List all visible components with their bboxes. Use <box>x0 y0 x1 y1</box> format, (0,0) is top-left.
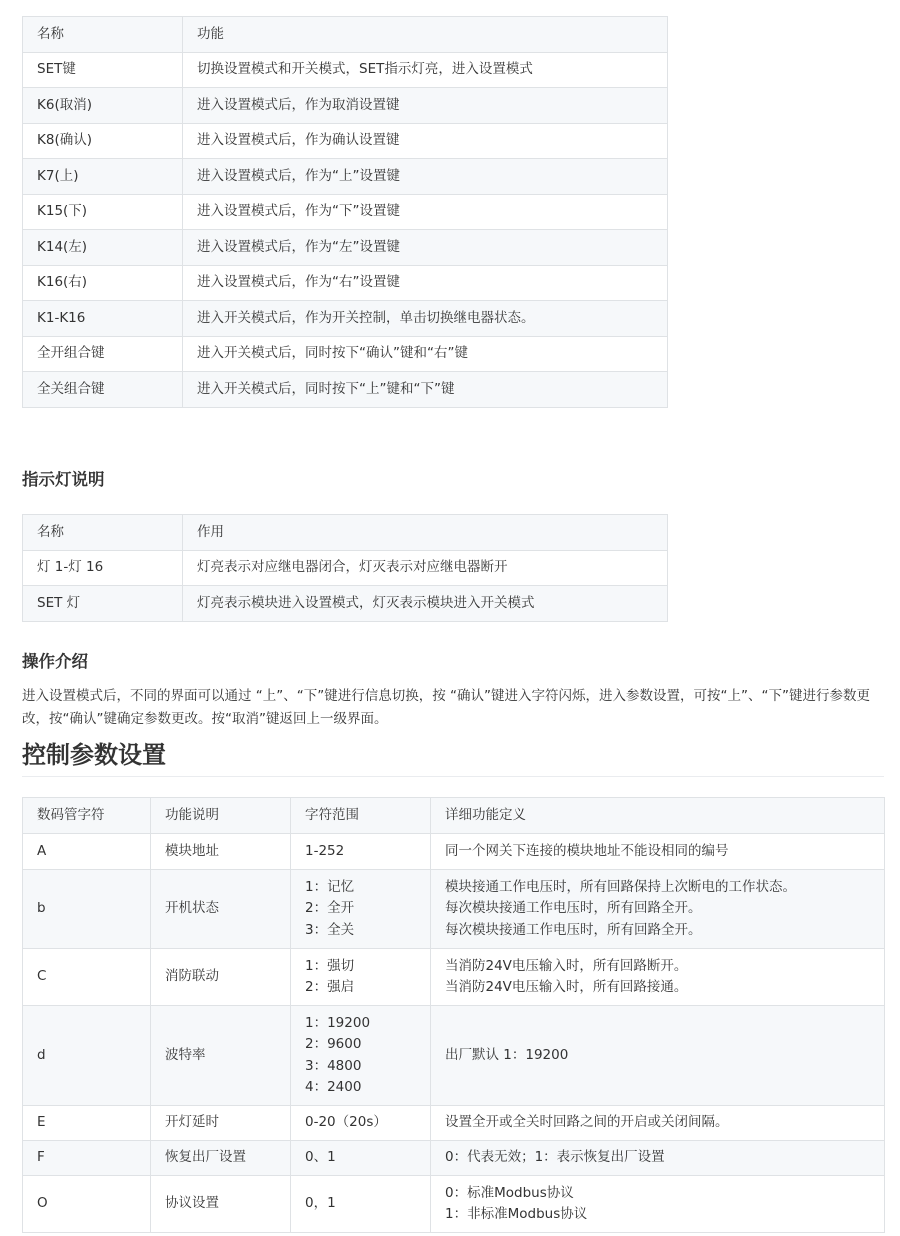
range-cell-line: 1-252 <box>305 842 345 859</box>
lights-table <box>22 514 668 622</box>
description-cell: 灯亮表示模块进入设置模式，灯灭表示模块进入开关模式 <box>183 586 668 622</box>
detail-cell-line: 每次模块接通工作电压时，所有回路全开。 <box>445 900 702 917</box>
table-row <box>23 372 668 408</box>
table-row <box>23 1141 885 1176</box>
range-cell-line: 0，1 <box>305 1195 336 1212</box>
detail-cell <box>431 870 885 949</box>
detail-cell-line: 同一个网关下连接的模块地址不能设相同的编号 <box>445 842 729 859</box>
name-cell: SET键 <box>23 52 183 88</box>
table-row <box>23 265 668 301</box>
table-row <box>23 123 668 159</box>
range-cell-line: 1：强切 <box>305 957 355 974</box>
detail-cell <box>431 1141 885 1176</box>
description-cell: 进入设置模式后，作为“左”设置键 <box>183 230 668 266</box>
range-cell-line: 0、1 <box>305 1149 336 1166</box>
detail-cell <box>431 834 885 870</box>
description-cell: 进入设置模式后，作为“右”设置键 <box>183 265 668 301</box>
description-cell: 进入开关模式后，作为开关控制，单击切换继电器状态。 <box>183 301 668 337</box>
range-cell-line: 3：全关 <box>305 921 355 938</box>
header-cell: 功能说明 <box>151 798 291 834</box>
params-table <box>22 797 885 1233</box>
table-row <box>23 1176 885 1233</box>
name-cell: 灯 1-灯 16 <box>23 550 183 586</box>
table-row <box>23 550 668 586</box>
table-row <box>23 870 885 949</box>
header-cell: 名称 <box>23 515 183 551</box>
description-cell: 灯亮表示对应继电器闭合，灯灭表示对应继电器断开 <box>183 550 668 586</box>
range-cell <box>291 1106 431 1141</box>
range-cell-line: 0-20（20s） <box>305 1114 387 1131</box>
code-cell: d <box>23 1006 151 1106</box>
function-cell: 波特率 <box>151 1006 291 1106</box>
name-cell: K15(下) <box>23 194 183 230</box>
range-cell-line: 2：9600 <box>305 1036 362 1052</box>
header-cell: 详细功能定义 <box>431 798 885 834</box>
description-cell: 进入设置模式后，作为确认设置键 <box>183 123 668 159</box>
name-cell: K8(确认) <box>23 123 183 159</box>
range-cell-line: 4：2400 <box>305 1079 362 1095</box>
name-cell: K16(右) <box>23 265 183 301</box>
function-cell: 开灯延时 <box>151 1106 291 1141</box>
table-header-row <box>23 515 668 551</box>
description-cell: 切换设置模式和开关模式，SET指示灯亮，进入设置模式 <box>183 52 668 88</box>
range-cell-line: 1：记忆 <box>305 878 355 895</box>
operation-text: 进入设置模式后，不同的界面可以通过 “上”、“下”键进行信息切换，按 “确认”键进入字符闪烁，进入参数设置，可按“上”、“下”键进行参数更改，按“确认”键确定参数更改。按“取消”键返回上一级界面。 <box>22 688 871 727</box>
range-cell <box>291 834 431 870</box>
detail-cell <box>431 1176 885 1233</box>
table-row <box>23 194 668 230</box>
detail-cell-line: 每次模块接通工作电压时，所有回路全开。 <box>445 921 702 938</box>
table-row <box>23 586 668 622</box>
detail-cell-line: 设置全开或全关时回路之间的开启或关闭间隔。 <box>445 1114 729 1131</box>
description-cell: 进入开关模式后，同时按下“上”键和“下”键 <box>183 372 668 408</box>
table-row <box>23 301 668 337</box>
detail-cell-line: 1：非标准Modbus协议 <box>445 1206 588 1222</box>
detail-cell-line: 模块接通工作电压时，所有回路保持上次断电的工作状态。 <box>445 878 796 895</box>
description-cell: 进入开关模式后，同时按下“确认”键和“右”键 <box>183 336 668 372</box>
detail-cell <box>431 949 885 1006</box>
code-cell: A <box>23 834 151 870</box>
name-cell: 全开组合键 <box>23 336 183 372</box>
detail-cell-line: 当消防24V电压输入时，所有回路接通。 <box>445 979 688 995</box>
code-cell: O <box>23 1176 151 1233</box>
code-cell: F <box>23 1141 151 1176</box>
table-header-row <box>23 798 885 834</box>
description-cell: 进入设置模式后，作为“下”设置键 <box>183 194 668 230</box>
params-heading: 控制参数设置 <box>22 738 884 777</box>
keys-table <box>22 16 668 408</box>
detail-cell <box>431 1006 885 1106</box>
table-row <box>23 336 668 372</box>
code-cell: b <box>23 870 151 949</box>
name-cell: K1-K16 <box>23 301 183 337</box>
function-cell: 协议设置 <box>151 1176 291 1233</box>
lights-heading: 指示灯说明 <box>22 470 105 489</box>
range-cell-line: 2：强启 <box>305 979 355 995</box>
name-cell: K7(上) <box>23 159 183 195</box>
range-cell <box>291 949 431 1006</box>
range-cell <box>291 870 431 949</box>
header-cell: 数码管字符 <box>23 798 151 834</box>
code-cell: C <box>23 949 151 1006</box>
header-cell: 名称 <box>23 17 183 53</box>
range-cell-line: 1：19200 <box>305 1014 371 1031</box>
detail-cell-line: 当消防24V电压输入时，所有回路断开。 <box>445 957 688 974</box>
name-cell: SET 灯 <box>23 586 183 622</box>
range-cell <box>291 1141 431 1176</box>
description-cell: 进入设置模式后，作为“上”设置键 <box>183 159 668 195</box>
name-cell: K6(取消) <box>23 88 183 124</box>
table-row <box>23 88 668 124</box>
table-row <box>23 52 668 88</box>
table-row <box>23 949 885 1006</box>
operation-heading: 操作介绍 <box>22 652 88 671</box>
code-cell: E <box>23 1106 151 1141</box>
header-cell: 作用 <box>183 515 668 551</box>
detail-cell-line: 出厂默认 1：19200 <box>445 1046 569 1063</box>
function-cell: 消防联动 <box>151 949 291 1006</box>
table-row <box>23 230 668 266</box>
function-cell: 开机状态 <box>151 870 291 949</box>
description-cell: 进入设置模式后，作为取消设置键 <box>183 88 668 124</box>
table-row <box>23 834 885 870</box>
range-cell <box>291 1176 431 1233</box>
detail-cell-line: 0：标准Modbus协议 <box>445 1184 574 1201</box>
name-cell: K14(左) <box>23 230 183 266</box>
table-row <box>23 159 668 195</box>
header-cell: 字符范围 <box>291 798 431 834</box>
detail-cell-line: 0：代表无效；1：表示恢复出厂设置 <box>445 1149 665 1166</box>
function-cell: 模块地址 <box>151 834 291 870</box>
name-cell: 全关组合键 <box>23 372 183 408</box>
header-cell: 功能 <box>183 17 668 53</box>
detail-cell <box>431 1106 885 1141</box>
range-cell-line: 2：全开 <box>305 900 355 917</box>
range-cell-line: 3：4800 <box>305 1057 362 1074</box>
function-cell: 恢复出厂设置 <box>151 1141 291 1176</box>
table-row <box>23 1106 885 1141</box>
table-header-row <box>23 17 668 53</box>
table-row <box>23 1006 885 1106</box>
range-cell <box>291 1006 431 1106</box>
